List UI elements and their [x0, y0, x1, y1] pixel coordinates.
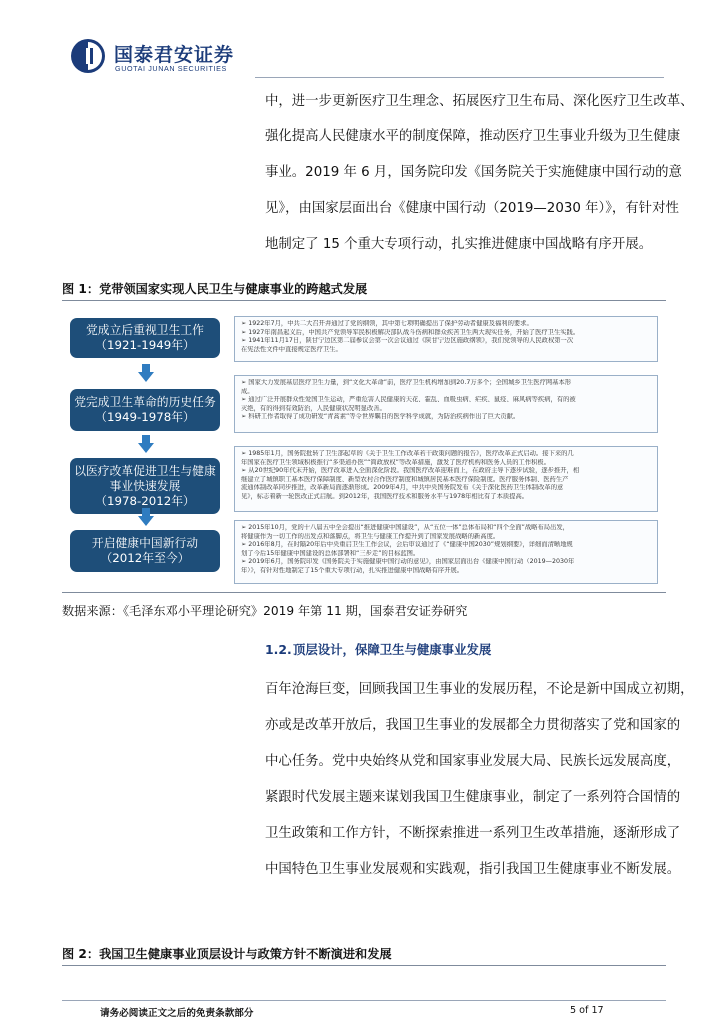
figure1-source: 数据来源：《毛泽东邓小平理论研究》2019 年第 11 期，国泰君安证券研究	[62, 604, 468, 618]
stage-3-title-cont: 事业快速发展	[109, 478, 181, 493]
intro-line-4: 见》，由国家层面出台《健康中国行动（2019—2030 年）》，有针对性	[265, 201, 679, 216]
intro-line-3: 事业。2019 年 6 月，国务院印发《国务院关于实施健康中国行动的意	[265, 165, 682, 180]
footer-divider	[62, 1000, 666, 1001]
stage-3-detail: 流通体制改革同步推进，改革新局面逐渐形成。2009年4月，中共中央国务院发布《关于深化医药卫生体制改革的意	[241, 484, 564, 492]
stage-4-detail: 划了今后15年健康中国建设的总体部署和“三步走”的目标蓝图。	[241, 549, 420, 557]
down-arrow-icon	[138, 364, 154, 382]
section-line-1: 百年沧海巨变，回顾我国卫生事业的发展历程，不论是新中国成立初期，	[265, 682, 694, 697]
stage-3-detail: ➢ 1985年1月，国务院批转了卫生部起草的《关于卫生工作改革若干政策问题的报告》，医疗改革正式启动。接下来的几	[241, 450, 574, 457]
figure2-top-rule	[62, 965, 666, 966]
stage-4-detail: ➢ 2019年6月，国务院印发《国务院关于实施健康中国行动的意见》，由国家层面出台《健康中国行动（2019—2030年	[241, 558, 575, 566]
stage-3-detail: 见》，标志着新一轮医改正式启航。到2012年，我国医疗技术和服务水平与1978年相比有了本质提高。	[241, 492, 529, 500]
stage-2-detail: ➢ 通过广泛开展群众性爱国卫生运动，严重危害人民健康的天花、霍乱、血吸虫病、疟疾、鼠疫、麻风病等疾病，有的被	[241, 396, 576, 404]
section-heading	[265, 640, 491, 658]
intro-line-2: 强化提高人民健康水平的制度保障，推动医疗卫生事业升级为卫生健康	[265, 129, 681, 144]
section-line-2: 亦或是改革开放后，我国卫生事业的发展都全力贯彻落实了党和国家的	[265, 718, 681, 733]
down-arrow-icon	[138, 508, 154, 526]
timeline-stage-4	[70, 530, 220, 572]
figure1-title: 图 1：党带领国家实现人民卫生与健康事业的跨越式发展	[62, 282, 368, 296]
page-number: 5 of 17	[570, 1005, 604, 1016]
stage-4-period: （2012年至今）	[100, 551, 190, 565]
stage-2-detail: ➢ 科研工作者取得了成功研发“青蒿素”等令世界瞩目的医学科学成就，为防治疾病作出了巨大贡献。	[241, 413, 520, 421]
stage-3-detail: 年国家在医疗卫生领域积极推行“多渠道办医”“简政放权”等改革措施，激发了医疗机构和医务人员的工作积极。	[241, 458, 551, 466]
stage-3-detail: ➢ 从20世纪90年代末开始，医疗改革进入全面深化阶段。我国医疗改革迎难而上，在政府主导下逐步试验，逐步推开，相	[241, 467, 580, 475]
stage-3-details	[234, 446, 658, 512]
stage-1-period: （1921-1949年）	[95, 338, 195, 352]
stage-1-detail: 在宪法性文件中直接规定医疗卫生。	[241, 345, 342, 353]
stage-4-detail: 将健康作为一切工作的出发点和落脚点，将卫生与健康工作提升到了国家发展战略的新高度。	[241, 532, 500, 540]
intro-line-1: 中，进一步更新医疗卫生理念、拓展医疗卫生布局、深化医疗卫生改革、	[265, 94, 694, 109]
stage-1-details	[234, 316, 658, 362]
stage-2-detail: ➢ 国家大力发展基层医疗卫生力量，到“文化大革命”前，医疗卫生机构增加到20.7万多个；全国城乡卫生医疗网基本形	[241, 379, 572, 386]
section-title: 顶层设计，保障卫生与健康事业发展	[293, 642, 492, 657]
section-line-5: 卫生政策和工作方针，不断探索推进一系列卫生改革措施，逐渐形成了	[265, 826, 681, 841]
section-line-4: 紧跟时代发展主题来谋划我国卫生健康事业，制定了一系列符合国情的	[265, 790, 681, 805]
figure1-bottom-rule	[62, 592, 666, 593]
company-logo-icon	[70, 38, 106, 74]
stage-2-detail: 成。	[241, 387, 254, 395]
figure1-top-rule	[62, 300, 666, 301]
timeline-stage-3	[70, 458, 220, 514]
stage-4-detail: ➢ 2015年10月，党的十八届五中全会提出“推进健康中国建设”，从“五位一体”总体布局和“四个全面”战略布局出发，	[241, 524, 569, 531]
company-name-cn: 国泰君安证券	[114, 44, 235, 66]
header-divider	[255, 77, 664, 78]
section-line-3: 中心任务。党中央始终从党和国家事业发展大局、民族长远发展高度，	[265, 754, 681, 769]
intro-line-5: 地制定了 15 个重大专项行动，扎实推进健康中国战略有序开展。	[265, 237, 653, 252]
company-name-en: GUOTAI JUNAN SECURITIES	[115, 64, 227, 73]
stage-1-detail: ➢ 1941年11月17日，陕甘宁边区第二届参议会第一次会议通过《陕甘宁边区施政纲领》，我们党领导的人民政权第一次	[241, 337, 574, 345]
stage-3-period: （1978-2012年）	[95, 493, 195, 508]
timeline-stage-2	[70, 389, 220, 431]
down-arrow-icon	[138, 435, 154, 453]
stage-4-details	[234, 520, 658, 584]
stage-1-detail: ➢ 1922年7月，中共二大召开并通过了党的纲领，其中第七项明确提出了保护劳动者健康及福利的要求。	[241, 320, 533, 327]
stage-4-detail: ➢ 2016年8月，在时隔20年后中央重启卫生工作会议，会后审议通过了《“健康中国2030”规划纲要》，详细而清晰地规	[241, 541, 573, 549]
stage-2-details	[234, 375, 658, 433]
stage-2-detail: 灭绝，有的得到有效防治，人民健康状况明显改善。	[241, 404, 386, 412]
company-logo	[70, 38, 270, 74]
stage-4-title: 开启健康中国新行动	[91, 536, 199, 550]
timeline-stage-1	[70, 318, 220, 358]
figure2-title: 图 2：我国卫生健康事业顶层设计与政策方针不断演进和发展	[62, 947, 392, 961]
footer-disclaimer: 请务必阅读正文之后的免责条款部分	[100, 1008, 254, 1019]
stage-4-detail: 年）》，有针对性地制定了15个重大专项行动，扎实推进健康中国战略有序开展。	[241, 566, 464, 574]
stage-1-detail: ➢ 1927年南昌起义后，中国共产党领导军民积极解决部队战斗伤病和群众疾苦卫生两大现实任务，开始了医疗卫生实践。	[241, 328, 580, 336]
stage-3-detail: 继建立了城镇职工基本医疗保障制度、新型农村合作医疗制度和城镇居民基本医疗保险制度。医疗服务体制、医药生产	[241, 475, 569, 483]
stage-2-title: 党完成卫生革命的历史任务	[74, 395, 216, 409]
stage-2-period: （1949-1978年）	[95, 410, 195, 424]
section-number: 1.2.	[265, 642, 292, 657]
stage-1-title: 党成立后重视卫生工作	[86, 323, 204, 337]
stage-3-title: 以医疗改革促进卫生与健康	[74, 463, 216, 478]
section-line-6: 中国特色卫生事业发展观和实践观，指引我国卫生健康事业不断发展。	[265, 862, 681, 877]
